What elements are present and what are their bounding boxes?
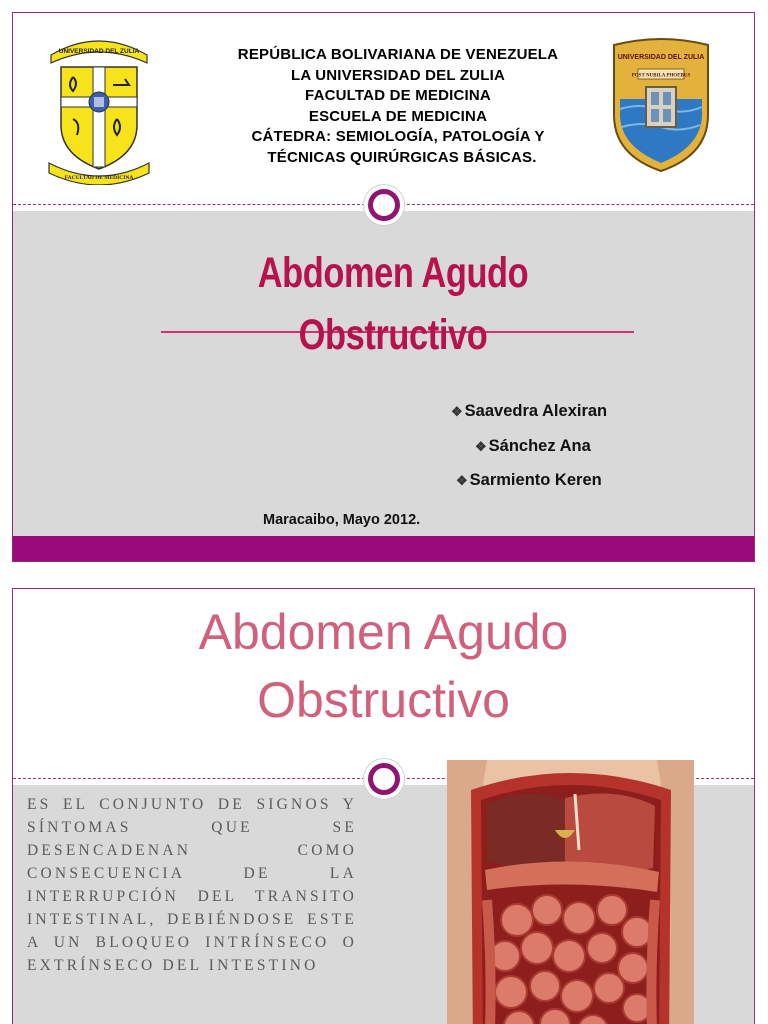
slide-title-line2: Obstructivo [298, 311, 488, 359]
header-line: TÉCNICAS QUIRÚRGICAS BÁSICAS. [267, 148, 537, 166]
diamond-bullet-icon: ❖ [451, 404, 463, 419]
header-line: LA UNIVERSIDAD DEL ZULIA [291, 66, 505, 84]
circle-ornament-icon [363, 184, 405, 226]
author-name: Saavedra Alexiran [464, 402, 608, 420]
definition-text: ES EL CONJUNTO DE SIGNOS Y SÍNTOMAS QUE SE DESENCADENAN COMO CONSECUENCIA DE LA INTERRUPCIÓN DEL TRANSITO INTESTINAL, DEBIÉNDOSE ESTE A UN BLOQUEO INTRÍNSECO O EXTRÍNSECO DEL INTESTINO [27, 796, 357, 974]
university-coat-of-arms-logo [43, 27, 155, 185]
diamond-bullet-icon: ❖ [475, 439, 487, 454]
university-shield-logo [608, 35, 714, 175]
author-name: Sarmiento Keren [469, 471, 602, 489]
abdominal-anatomy-image [447, 760, 694, 1024]
author-item [451, 402, 607, 421]
footer-bar [13, 536, 754, 562]
diamond-bullet-icon: ❖ [456, 473, 468, 488]
definition-slide [12, 588, 755, 1024]
shield-motto-text: POST NUBILA PHOEBUS [631, 73, 691, 79]
institution-header [203, 45, 593, 168]
author-item [456, 471, 602, 490]
title-slide [12, 12, 755, 562]
header-line: FACULTAD DE MEDICINA [305, 87, 491, 104]
header-line: REPÚBLICA BOLIVARIANA DE VENEZUELA [237, 46, 559, 63]
header-line: ESCUELA DE MEDICINA [308, 107, 488, 125]
slide-title-line1: Abdomen Agudo [198, 604, 569, 660]
author-name: Sánchez Ana [488, 437, 591, 455]
circle-ornament-icon [363, 758, 405, 800]
author-item [475, 437, 591, 456]
slide-title-line1: Abdomen Agudo [257, 249, 529, 297]
shield-banner-text: UNIVERSIDAD DEL ZULIA [617, 54, 705, 61]
place-date: Maracaibo, Mayo 2012. [263, 512, 421, 528]
slide-title-line2: Obstructivo [257, 672, 510, 728]
logo-top-text: UNIVERSIDAD DEL ZULIA [58, 48, 140, 55]
logo-bottom-text: FACULTAD DE MEDICINA [64, 175, 134, 181]
header-line: CÁTEDRA: SEMIOLOGÍA, PATOLOGÍA Y [251, 128, 545, 145]
